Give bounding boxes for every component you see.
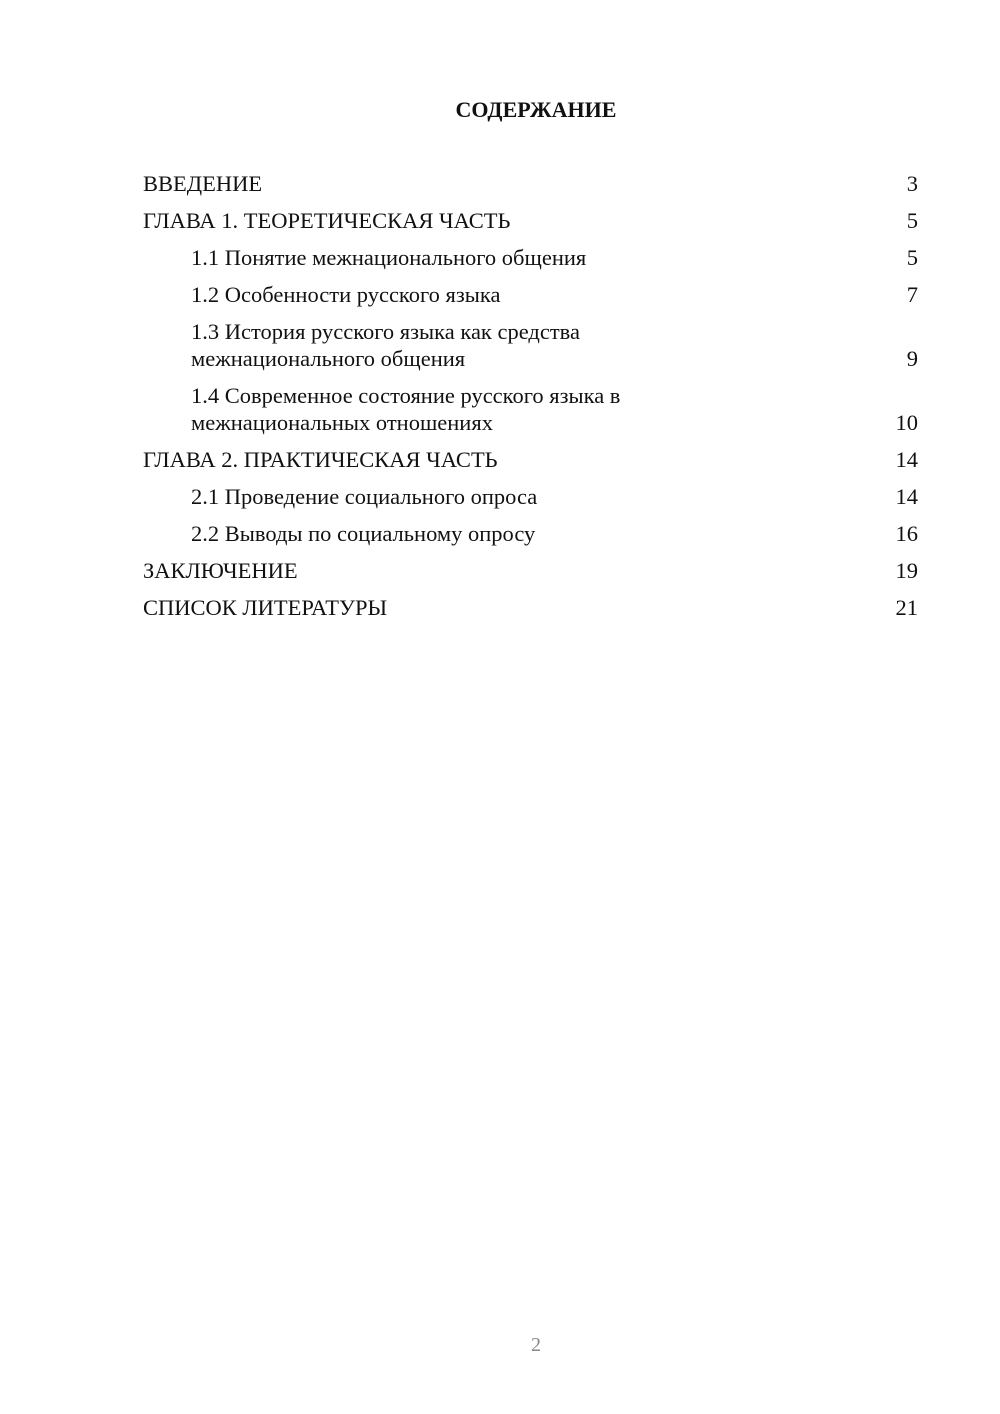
toc-entry[interactable] [143,170,918,197]
toc-entry-page: 5 [906,245,918,270]
toc-entry[interactable] [143,244,918,271]
toc-entry[interactable] [143,318,918,372]
toc-entry-label: ГЛАВА 1. ТЕОРЕТИЧЕСКАЯ ЧАСТЬ [143,208,511,233]
toc-entry-label: 2.1 Проведение социального опроса [191,484,538,509]
page-title: СОДЕРЖАНИЕ [455,97,617,122]
toc-entry-page: 9 [906,346,918,371]
toc-entry-label: ВВЕДЕНИЕ [143,171,263,196]
toc-entry[interactable] [143,382,918,436]
toc-entry-label: 2.2 Выводы по социальному опросу [191,521,536,546]
toc-entry-page: 3 [906,171,918,196]
toc-entry-page: 5 [906,208,918,233]
table-of-contents [143,170,918,631]
toc-entry-label: ЗАКЛЮЧЕНИЕ [143,558,298,583]
toc-entry[interactable] [143,281,918,308]
toc-entry[interactable] [143,520,918,547]
toc-entry-label: 1.2 Особенности русского языка [191,282,501,307]
toc-entry-page: 16 [895,521,918,546]
toc-entry-page: 21 [895,595,918,620]
toc-entry-label: 1.1 Понятие межнационального общения [191,245,587,270]
toc-entry[interactable] [143,207,918,234]
toc-entry-page: 14 [895,447,918,472]
toc-entry[interactable] [143,483,918,510]
toc-entry-page: 7 [906,282,918,307]
toc-entry-page: 19 [895,558,918,583]
toc-entry[interactable] [143,594,918,621]
toc-entry-label: 1.4 Современное состояние русского языка в межнациональных отношениях [191,383,621,435]
toc-entry-label: ГЛАВА 2. ПРАКТИЧЕСКАЯ ЧАСТЬ [143,447,498,472]
page-number: 2 [531,1334,541,1356]
toc-entry[interactable] [143,446,918,473]
toc-entry-label: 1.3 История русского языка как средства межнационального общения [191,319,580,371]
toc-entry[interactable] [143,557,918,584]
toc-entry-label: СПИСОК ЛИТЕРАТУРЫ [143,595,388,620]
toc-entry-page: 14 [895,484,918,509]
toc-entry-page: 10 [895,410,918,435]
